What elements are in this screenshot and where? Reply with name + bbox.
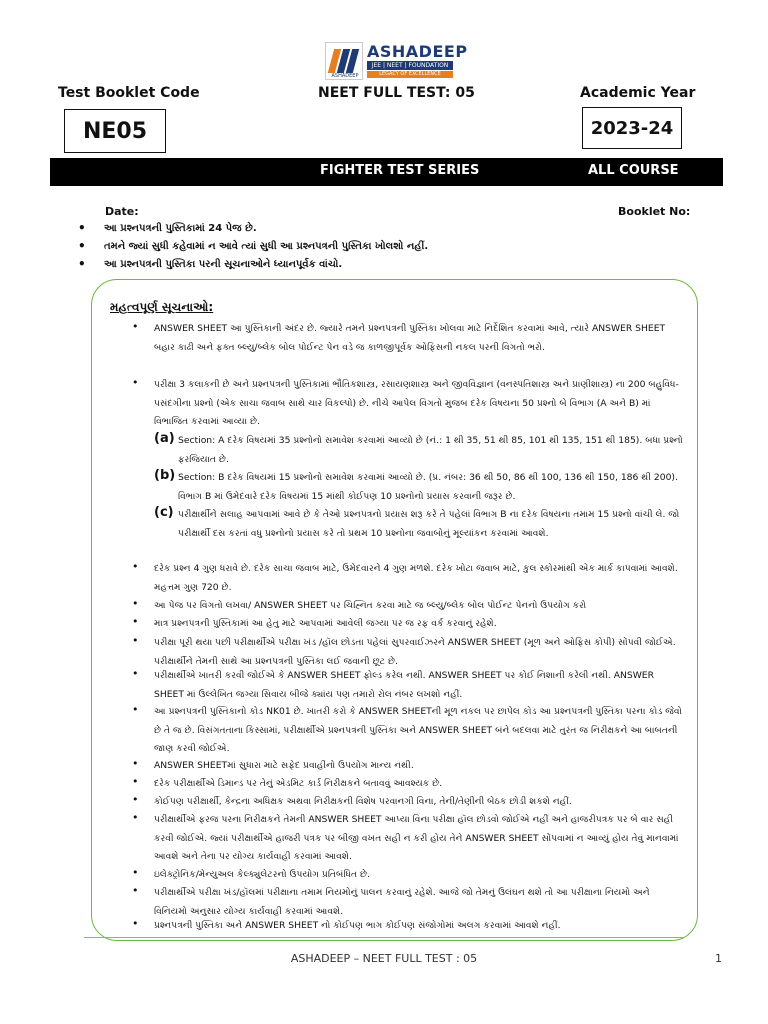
academic-year-label: Academic Year xyxy=(580,85,696,101)
academic-year: 2023-24 xyxy=(590,117,674,139)
instruction-item: પ્રશ્નપત્રની પુસ્તિકા અને ANSWER SHEET નો કોઈપણ ભાગ કોઈપણ સંજોગોમાં અલગ કરવામાં આવશે નહીં. xyxy=(154,920,561,931)
instruction-item: માત્ર પ્રશ્નપત્રની પુસ્તિકામાં આ હેતુ માટે આપવામાં આવેલી જગ્યા પર જ રફ વર્ક કરવાનું રહેશે. xyxy=(154,618,497,629)
bullet-icon: • xyxy=(132,615,139,628)
instruction-item: પરીક્ષા 3 કલાકની છે અને પ્રશ્નપત્રની પુસ્તિકામાં ભૌતિકશાસ્ત્ર, રસાયણશાસ્ત્ર અને જીવવિજ્ઞાન (વનસ્પતિશાસ્ત્ર અને પ્રાણીશાસ્ત્ર) ના 200 બહુવિધ-પસંદગીના પ્રશ્નો (એક સાચા જવાબ સાથે ચાર વિકલ્પો) છે. નીચે આપેલ વિગતો મુજબ દરેક વિષયના 50 પ્રશ્નો બે વિભાગ (A અને B) માં વિભાજિત કરવામાં આવ્યા છે. xyxy=(154,379,679,427)
booklet-code-box xyxy=(64,109,166,153)
instruction-item: પરીક્ષાર્થીએ ફરજ પરના નિરીક્ષકને તેમની ANSWER SHEET આપ્યા વિના પરીક્ષા હૉલ છોડવો જોઈએ નહીં અને હાજરીપત્રક પર બે વાર સહી કરવી જોઈએ. જ્યાં પરીક્ષાર્થીએ હાજરી પત્રક પર બીજી વખત સહી ન કરી હોય તેને ANSWER SHEET સોંપવામાં ન આવ્યું હોય તેવું માનવામાં આવશે અને તેના પર યોગ્ય કાર્યવાહી કરવામાં આવશે. xyxy=(154,814,679,862)
sub-item-b: Section: B દરેક વિષયમાં 15 પ્રશ્નોનો સમાવેશ કરવામાં આવ્યો છે. (પ્ર. નંબર: 36 થી 50, 86 થી 100, 136 થી 150, 186 થી 200). વિભાગ B માં ઉમેદવારે દરેક વિષયમાં 15 માંથી કોઈપણ 10 પ્રશ્નોનો પ્રયાસ કરવાની જરૂર છે. xyxy=(178,472,678,502)
sub-label-b: (b) xyxy=(154,468,176,483)
sub-item-a: Section: A દરેક વિષયમાં 35 પ્રશ્નોનો સમાવેશ કરવામાં આવ્યો છે (નં.: 1 થી 35, 51 થી 85, 101 થી 135, 151 થી 185). બધા પ્રશ્નો ફરજિયાત છે. xyxy=(178,435,683,465)
logo-tagline: JEE | NEET | FOUNDATION xyxy=(367,61,453,70)
series-bar xyxy=(50,158,723,186)
logo-name: ASHADEEP xyxy=(367,42,468,61)
footer-text: ASHADEEP – NEET FULL TEST : 05 xyxy=(290,952,478,965)
top-instruction: • આ પ્રશ્નપત્રની પુસ્તિકામાં 24 પેજ છે. xyxy=(80,223,257,234)
course-name: ALL COURSE xyxy=(588,163,679,178)
logo-mark-icon xyxy=(325,42,363,80)
booklet-no-label: Booklet No: xyxy=(618,205,691,218)
bullet-icon: • xyxy=(132,320,139,333)
instruction-item: પરીક્ષા પૂરી થયા પછી પરીક્ષાર્થીએ પરીક્ષા ખંડ /હૉલ છોડતા પહેલાં સુપરવાઈઝરને ANSWER SHEET (મૂળ અને ઓફિસ કોપી) સોંપવી જોઈએ. પરીક્ષાર્થીને તેમની સાથે આ પ્રશ્નપત્રની પુસ્તિકા લઈ જવાની છૂટ છે. xyxy=(154,637,676,667)
bullet-icon: • xyxy=(132,793,139,806)
series-name: FIGHTER TEST SERIES xyxy=(320,163,480,178)
footer-divider xyxy=(84,937,684,938)
booklet-code: NE05 xyxy=(82,118,148,144)
bullet-icon: • xyxy=(132,811,139,824)
bullet-icon: • xyxy=(132,703,139,716)
logo-mark-text: ASHADEEP xyxy=(331,73,359,79)
instruction-item: ANSWER SHEET આ પુસ્તિકાની અંદર છે. જ્યારે તમને પ્રશ્નપત્રની પુસ્તિકા ખોલવા માટે નિર્દેશિત કરવામાં આવે, ત્યારે ANSWER SHEET બહાર કાઢી અને ફક્ત બ્લ્યુ/બ્લેક બોલ પોઈન્ટ પેન વડે જ કાળજીપૂર્વક ઓફિસની નકલ પરની વિગતો ભરો. xyxy=(154,323,666,353)
bullet-icon: • xyxy=(132,634,139,647)
bullet-icon: • xyxy=(132,884,139,897)
instruction-item: ઇલેક્ટ્રોનિક/મેન્યુઅલ કેલ્ક્યુલેટરનો ઉપયોગ પ્રતિબંધિત છે. xyxy=(154,869,371,880)
instruction-item: આ પ્રશ્નપત્રની પુસ્તિકાનો કોડ NK01 છે. ખાતરી કરો કે ANSWER SHEETની મૂળ નકલ પર છાપેલ કોડ આ પ્રશ્નપત્રની પુસ્તિકા પરના કોડ જેવો છે તે જ છે. વિસંગતતાના કિસ્સામાં, પરીક્ષાર્થીએ પ્રશ્નપત્રની પુસ્તિકા અને ANSWER SHEET બંને બદલવા માટે તુરંત જ નિરીક્ષકને આ બાબતની જાણ કરવી જોઈએ. xyxy=(154,706,682,754)
page-number: 1 xyxy=(715,952,722,965)
date-label: Date: xyxy=(105,205,139,218)
academic-year-box xyxy=(582,107,682,149)
instruction-item: કોઈપણ પરીક્ષાર્થી, કેન્દ્રના અધિક્ષક અથવા નિરીક્ષકની વિશેષ પરવાનગી વિના, તેની/તેણીની બેઠક છોડી શકશે નહીં. xyxy=(154,796,572,807)
test-title: NEET FULL TEST: 05 xyxy=(318,85,475,101)
booklet-code-label: Test Booklet Code xyxy=(58,85,200,101)
sub-item-c: પરીક્ષાર્થીને સલાહ આપવામાં આવે છે કે તેઓ પ્રશ્નપત્રનો પ્રયાસ શરૂ કરે તે પહેલાં વિભાગ B ના દરેક વિષયના તમામ 15 પ્રશ્નો વાંચી લે. જો પરીક્ષાર્થી દસ કરતાં વધુ પ્રશ્નોનો પ્રયાસ કરે તો પ્રથમ 10 પ્રશ્નોના જવાબોનું મૂલ્યાંકન કરવામાં આવશે. xyxy=(178,509,680,539)
sub-label-a: (a) xyxy=(154,431,175,446)
bullet-icon: • xyxy=(132,775,139,788)
bullet-icon: • xyxy=(132,376,139,389)
instruction-item: ANSWER SHEETમાં સુધારા માટે સફેદ પ્રવાહીનો ઉપયોગ માન્ય નથી. xyxy=(154,760,414,771)
bullet-icon: • xyxy=(132,560,139,573)
instruction-item: પરીક્ષાર્થીએ ખાતરી કરવી જોઈએ કે ANSWER SHEET ફોલ્ડ કરેલ નથી. ANSWER SHEET પર કોઈ નિશાની કરેલી નથી. ANSWER SHEET માં ઉલ્લેખિત જગ્યા સિવાય બીજે ક્યાંય પણ તમારો રોલ નંબર લખશો નહીં. xyxy=(154,670,654,700)
ashadeep-logo xyxy=(325,42,468,80)
logo-tagline-2: LEGACY OF EXCELLENCE xyxy=(367,71,453,78)
bullet-icon: • xyxy=(132,917,139,930)
top-instruction: • તમને જ્યાં સુધી કહેવામાં ન આવે ત્યાં સુધી આ પ્રશ્નપત્રની પુસ્તિકા ખોલશો નહીં. xyxy=(80,241,428,252)
bullet-icon: • xyxy=(132,667,139,680)
bullet-icon: • xyxy=(132,866,139,879)
important-instructions-title: મહત્વપૂર્ણ સૂચનાઓ: xyxy=(110,300,214,314)
top-instruction: • આ પ્રશ્નપત્રની પુસ્તિકા પરની સૂચનાઓને ધ્યાનપૂર્વક વાંચો. xyxy=(80,259,342,270)
bullet-icon: • xyxy=(132,597,139,610)
instruction-item: દરેક પ્રશ્ન 4 ગુણ ધરાવે છે. દરેક સાચા જવાબ માટે, ઉમેદવારને 4 ગુણ મળશે. દરેક ખોટા જવાબ માટે, કુલ સ્કોરમાંથી એક માર્ક કાપવામાં આવશે. મહત્તમ ગુણ 720 છે. xyxy=(154,563,678,593)
instruction-item: દરેક પરીક્ષાર્થીએ ડિમાન્ડ પર તેનું એડમિટ કાર્ડ નિરીક્ષકને બતાવવું આવશ્યક છે. xyxy=(154,778,443,789)
instruction-item: પરીક્ષાર્થીએ પરીક્ષા ખંડ/હૉલમાં પરીક્ષાના તમામ નિયમોનું પાલન કરવાનું રહેશે. આજે જો તેમનું ઉલંઘન થશે તો આ પરીક્ષાના નિયમો અને વિનિયમો અનુસાર યોગ્ય કાર્યવાહી કરવામાં આવશે. xyxy=(154,887,650,917)
sub-label-c: (c) xyxy=(154,505,174,520)
instruction-item: આ પેજ પર વિગતો લખવા/ ANSWER SHEET પર ચિહ્નિત કરવા માટે જ બ્લ્યુ/બ્લેક બોલ પોઈન્ટ પેનનો ઉપયોગ કરો xyxy=(154,600,587,611)
bullet-icon: • xyxy=(132,757,139,770)
